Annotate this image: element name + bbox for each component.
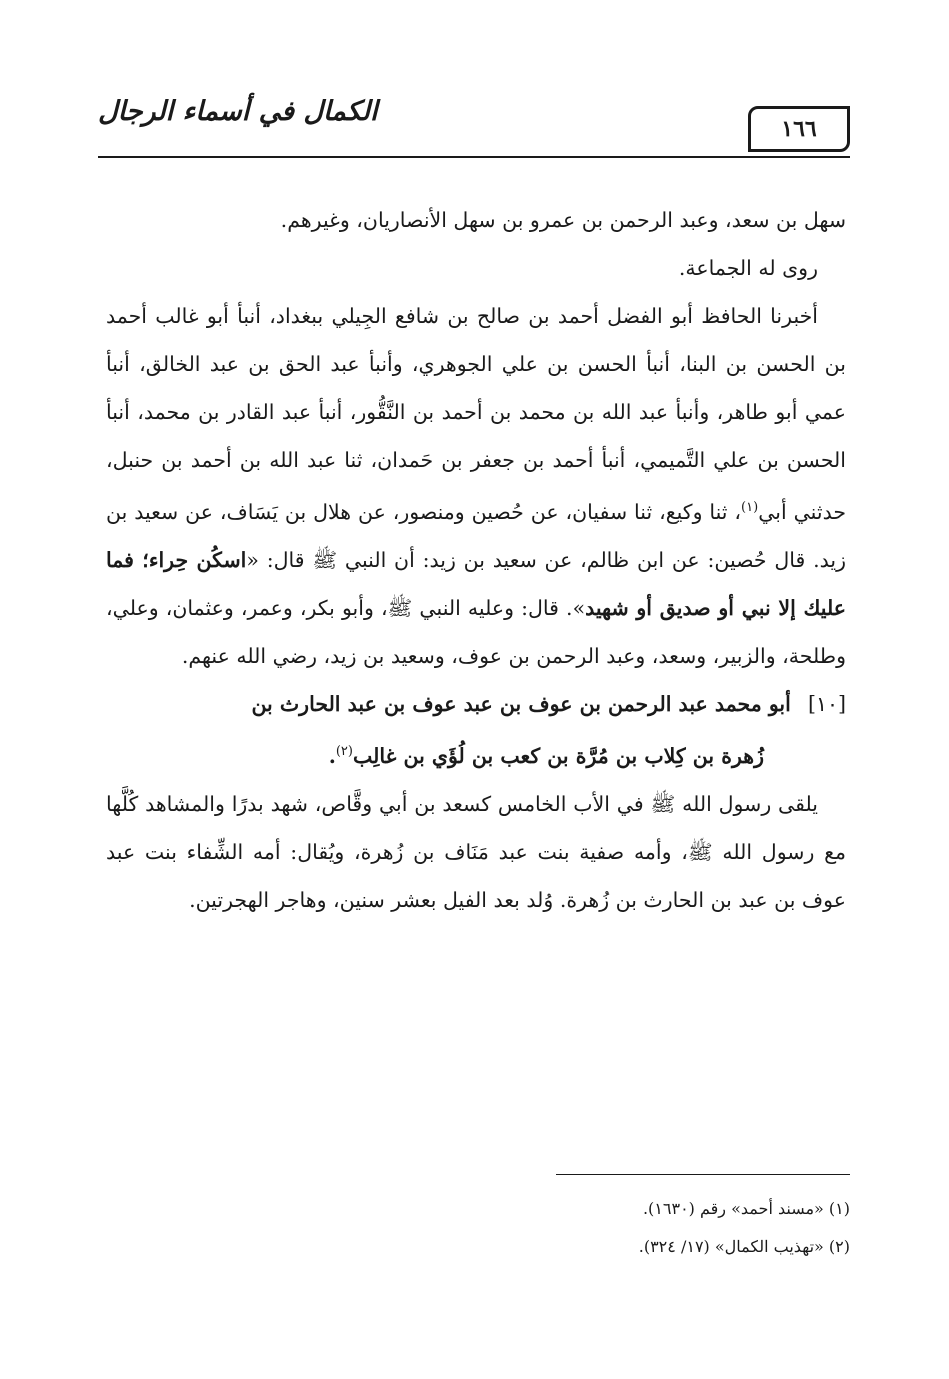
footnote-1: (١) «مسند أحمد» رقم (١٦٣٠). [642,1199,850,1218]
entry-name-line2: زُهرة بن كِلاب بن مُرَّة بن كعب بن لُؤَي بن غالِب [352,743,764,768]
footnote-2: (٢) «تهذيب الكمال» (١٧/ ٣٢٤). [638,1237,850,1256]
hadith-text: اسكُن حِراء؛ فما عليك إلا نبي أو صديق أو شهيد [106,547,846,620]
paragraph-3 [106,292,846,680]
book-title: الكمال في أسماء الرجال [98,96,378,127]
footnotes [430,1190,850,1266]
isnad-text-2: ، ثنا وكيع، ثنا سفيان، عن حُصين ومنصور، عن هلال بن يَسَاف، عن سعيد بن زيد. قال حُصين: عن ابن ظالم، عن سعيد بن زيد: أن النبي ﷺ قال: « [106,499,846,572]
header-divider [98,156,850,158]
paragraph-2: روى له الجماعة. [678,256,818,280]
page-body [106,196,846,924]
entry-number: [١٠] [807,691,846,716]
entry-end: . [328,743,336,768]
paragraph-1: سهل بن سعد، وعبد الرحمن بن عمرو بن سهل الأنصاريان، وغيرهم. [280,208,846,232]
isnad-text: أخبرنا الحافظ أبو الفضل أحمد بن صالح بن شافع الجِيلي ببغداد، أنبأ أبو غالب أحمد بن الحسن بن البنا، أنبأ الحسن بن علي الجوهري، وأنبأ عبد الحق بن عبد الخالق، أنبأ عمي أبو طاهر، وأنبأ عبد الله بن محمد بن أحمد بن النَّقُّور، أنبأ عبد القادر بن محمد، أنبأ الحسن بن علي التَّميمي، أنبأ أحمد بن جعفر بن حَمدان، ثنا عبد الله بن أحمد بن حنبل، حدثني أبي [106,304,846,524]
page-number: ١٦٦ [748,106,850,152]
footnote-ref-2: (٢) [335,743,353,759]
entry-name-line1: أبو محمد عبد الرحمن بن عوف بن عبد عوف بن عبد الحارث بن [251,691,791,716]
page-header [98,96,850,162]
isnad-text-3: ». قال: وعليه النبي ﷺ، وأبو بكر، وعمر، وعثمان، وعلي، وطلحة، والزبير، وسعد، وعبد الرحمن بن عوف، وسعيد بن زيد، رضي الله عنهم. [106,595,846,668]
footnote-divider [556,1174,850,1175]
paragraph-4: يلقى رسول الله ﷺ في الأب الخامس كسعد بن أبي وقَّاص، شهد بدرًا والمشاهد كُلَّها مع رسول الله ﷺ، وأمه صفية بنت عبد مَنَاف بن زُهرة، ويُقال: أمه الشِّفاء بنت عبد عوف بن عبد بن الحارث بن زُهرة. وُلد بعد الفيل بعشر سنين، وهاجر الهجرتين. [106,791,846,912]
biography-entry-heading [106,680,846,780]
footnote-ref-1: (١) [741,500,759,515]
